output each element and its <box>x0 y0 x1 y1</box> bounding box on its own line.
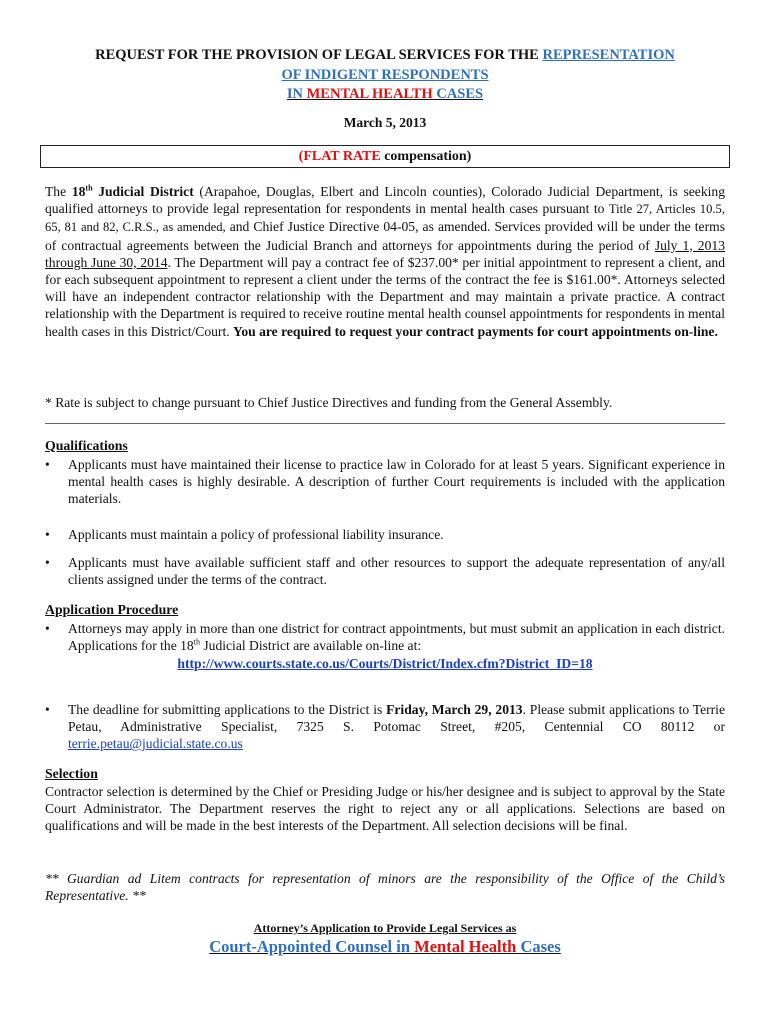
bullet-icon: • <box>45 527 50 542</box>
application-link[interactable]: http://www.courts.state.co.us/Courts/District/Index.cfm?District_ID=18 <box>177 656 593 672</box>
bullet-icon: • <box>45 621 50 636</box>
application-item: • The deadline for submitting applications to the District is Friday, March 29, 2013. Please submit applications to Terrie Petau, Administrative Specialist, 7325 S. Potomac Street, #205, Centennial CO 80112 or terrie.petau@judicial.state.co.us <box>45 702 725 752</box>
qualification-item: • Applicants must have available sufficient staff and other resources to support the adequate representation of any/all clients assigned under the terms of the contract. <box>45 555 725 588</box>
qualifications-heading: Qualifications <box>45 438 128 453</box>
application-item: • Attorneys may apply in more than one district for contract appointments, but must submit an application in each district. Applications for the 18th Judicial District are available on-line at: http://www.courts.state.co.us/Courts/District/Index.cfm?District_ID=18 <box>45 621 725 672</box>
bullet-icon: • <box>45 702 50 717</box>
divider <box>45 423 725 424</box>
bullet-icon: • <box>45 457 50 472</box>
footer-title: Court-Appointed Counsel in Mental Health Cases <box>209 937 561 956</box>
footer-subtitle: Attorney’s Application to Provide Legal Services as <box>253 921 517 935</box>
document-date: March 5, 2013 <box>343 115 427 130</box>
title-line-2: OF INDIGENT RESPONDENTS <box>281 66 489 83</box>
selection-heading: Selection <box>45 766 98 781</box>
qualification-item: • Applicants must maintain a policy of professional liability insurance. <box>45 527 444 542</box>
title-line-1: REQUEST FOR THE PROVISION OF LEGAL SERVICES FOR THE REPRESENTATION <box>95 47 675 63</box>
email-link[interactable]: terrie.petau@judicial.state.co.us <box>68 736 243 752</box>
flat-rate-box: (FLAT RATE compensation) <box>40 145 730 168</box>
selection-paragraph: Contractor selection is determined by the Chief or Presiding Judge or his/her designee and is subject to approval by the State Court Administrator. The Department reserves the right to reject any or all applications. Selections are based on qualifications and will be made in the best interests of the Department. All selection decisions will be final. <box>45 784 725 834</box>
rate-note: * Rate is subject to change pursuant to Chief Justice Directives and funding from the General Assembly. <box>45 395 613 410</box>
guardian-note: ** Guardian ad Litem contracts for representation of minors are the responsibility of the Office of the Child’s Representative. ** <box>45 871 725 904</box>
intro-paragraph: The 18th Judicial District (Arapahoe, Douglas, Elbert and Lincoln counties), Colorado Judicial Department, is seeking qualified attorneys to provide legal representation for respondents in mental health cases pursuant to Title 27, Articles 10.5, 65, 81 and 82, C.R.S., as amended, and Chief Justice Directive 04-05, as amended. Services provided will be under the terms of contractual agreements between the Judicial Branch and attorneys for appointments during the period of July 1, 2013 through June 30, 2014. The Department will pay a contract fee of $237.00* per initial appointment to represent a client, and for each subsequent appointment to represent a client under the terms of the contract the fee is $161.00*. Attorneys selected will have an independent contractor relationship with the Department and may maintain a private practice. A contract relationship with the Department is required to receive routine mental health counsel appointments for respondents in mental health cases in this District/Court. You are required to request your contract payments for court appointments on-line. <box>45 183 725 339</box>
title-line-3: IN MENTAL HEALTH CASES <box>286 86 484 102</box>
document-title <box>0 46 770 105</box>
application-procedure-heading: Application Procedure <box>45 602 179 617</box>
bullet-icon: • <box>45 555 50 570</box>
qualification-item: • Applicants must have maintained their license to practice law in Colorado for at least 5 years. Significant experience in mental health cases is highly desirable. A description of further Court requirements is included with the application materials. <box>45 457 725 507</box>
